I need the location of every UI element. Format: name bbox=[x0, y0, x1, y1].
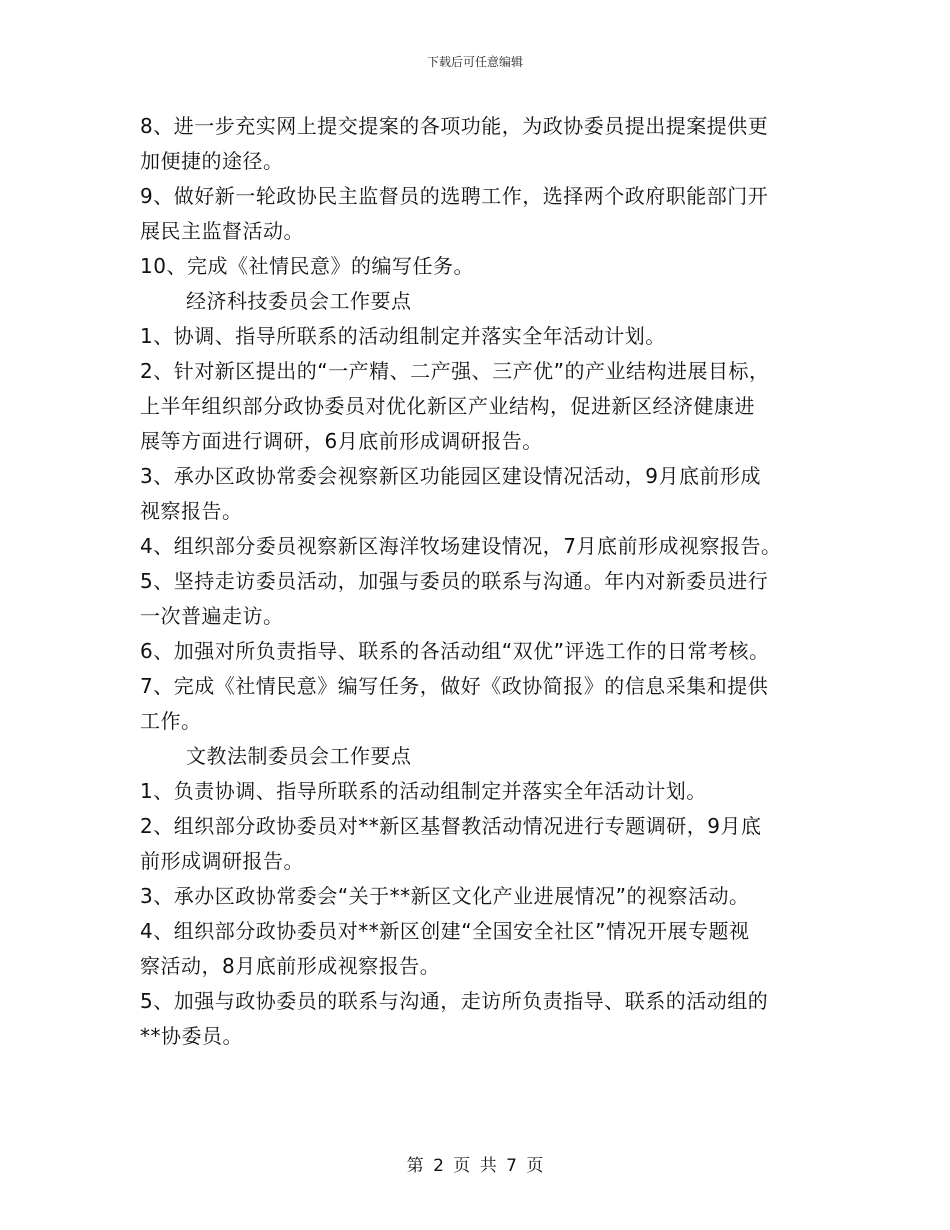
text-line: 7、完成《社情民意》编写任务，做好《政协简报》的信息采集和提供 bbox=[140, 674, 769, 698]
text-line: 1、协调、指导所联系的活动组制定并落实全年活动计划。 bbox=[140, 324, 666, 348]
text-line: 5、加强与政协委员的联系与沟通，走访所负责指导、联系的活动组的 bbox=[140, 989, 769, 1013]
text-line: 工作。 bbox=[140, 709, 202, 733]
section-heading: 经济科技委员会工作要点 bbox=[186, 289, 412, 313]
text-line: 展等方面进行调研，6月底前形成调研报告。 bbox=[140, 429, 543, 453]
text-line: 前形成调研报告。 bbox=[140, 849, 304, 873]
text-line: 8、进一步充实网上提交提案的各项功能，为政协委员提出提案提供更 bbox=[140, 114, 769, 138]
text-line: 9、做好新一轮政协民主监督员的选聘工作，选择两个政府职能部门开 bbox=[140, 184, 769, 208]
text-line: 加便捷的途径。 bbox=[140, 149, 284, 173]
text-line: 2、组织部分政协委员对**新区基督教活动情况进行专题调研，9月底 bbox=[140, 814, 762, 838]
page-header: 下载后可任意编辑 bbox=[426, 55, 523, 69]
text-line: 5、坚持走访委员活动，加强与委员的联系与沟通。年内对新委员进行 bbox=[140, 569, 769, 593]
text-line: 10、完成《社情民意》的编写任务。 bbox=[140, 254, 474, 278]
text-line: 4、组织部分政协委员对**新区创建“全国安全社区”情况开展专题视 bbox=[140, 919, 750, 943]
text-line: **协委员。 bbox=[140, 1024, 243, 1048]
text-line: 视察报告。 bbox=[140, 499, 243, 523]
text-line: 上半年组织部分政协委员对优化新区产业结构，促进新区经济健康进 bbox=[140, 394, 755, 418]
page-number-footer: 第 2 页 共 7 页 bbox=[406, 1156, 544, 1176]
text-line: 4、组织部分委员视察新区海洋牧场建设情况，7月底前形成视察报告。 bbox=[140, 534, 782, 558]
text-line: 6、加强对所负责指导、联系的各活动组“双优”评选工作的日常考核。 bbox=[140, 639, 770, 663]
text-line: 展民主监督活动。 bbox=[140, 219, 304, 243]
text-line: 1、负责协调、指导所联系的活动组制定并落实全年活动计划。 bbox=[140, 779, 707, 803]
text-line: 2、针对新区提出的“一产精、二产强、三产优”的产业结构进展目标， bbox=[140, 359, 770, 383]
section-heading: 文教法制委员会工作要点 bbox=[186, 744, 412, 768]
text-line: 察活动，8月底前形成视察报告。 bbox=[140, 954, 441, 978]
text-line: 一次普遍走访。 bbox=[140, 604, 284, 628]
text-line: 3、承办区政协常委会视察新区功能园区建设情况活动，9月底前形成 bbox=[140, 464, 761, 488]
text-line: 3、承办区政协常委会“关于**新区文化产业进展情况”的视察活动。 bbox=[140, 884, 750, 908]
document-body bbox=[140, 109, 820, 1054]
